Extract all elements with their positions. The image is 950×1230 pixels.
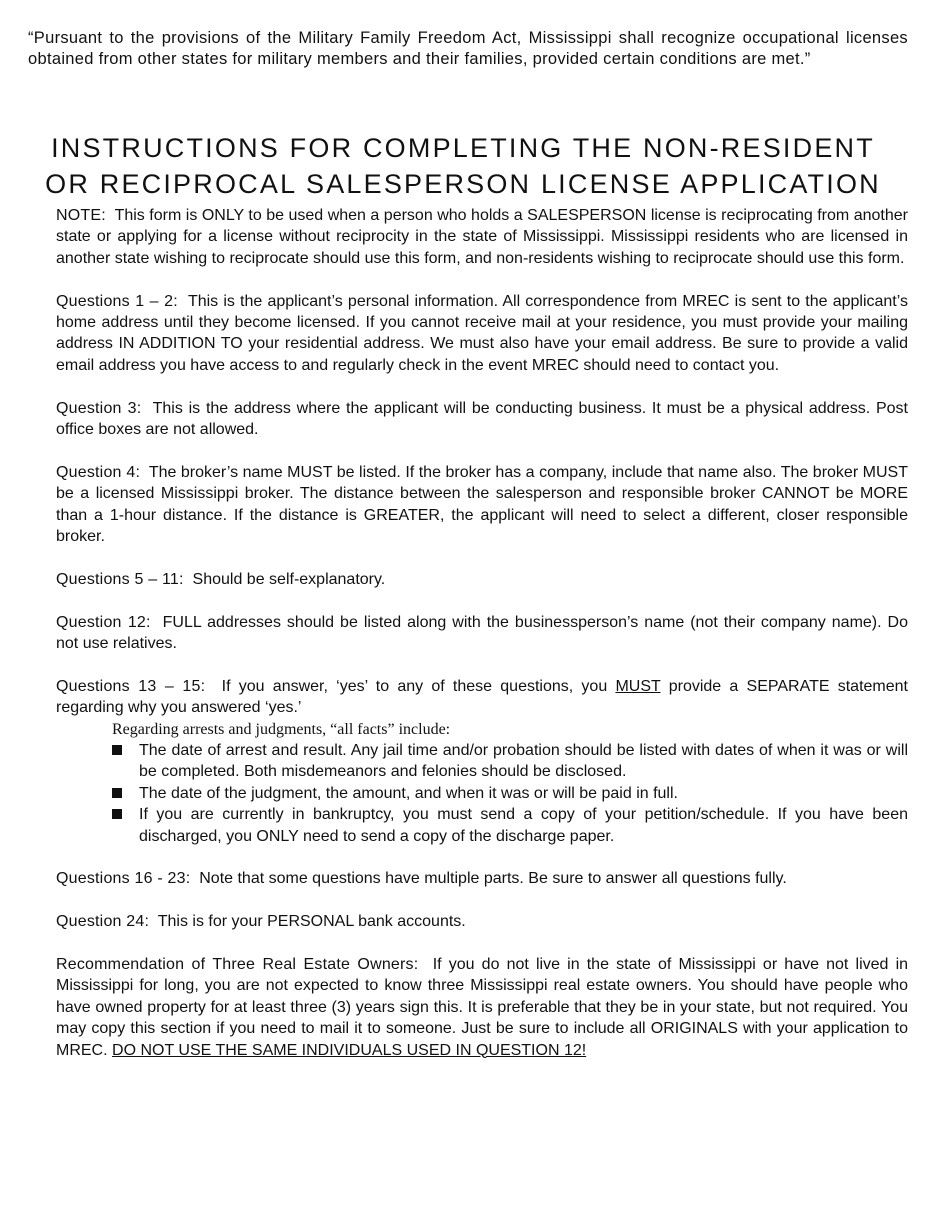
recommendation-text: If you do not live in the state of Mississippi or have not lived in Mississippi for long, you are not expected to know three Mississippi real estate owners. You should have people who have owned property for at least three (3) years sign this. It is preferable that they be in your state, but not required. You may copy this section if you need to mail it to someone. Just be sure to include all ORIGINALS with your application to MREC. xyxy=(56,956,909,1059)
list-item-text: The date of the judgment, the amount, and when it was or will be paid in full. xyxy=(139,784,678,802)
list-item-text: If you are currently in bankruptcy, you must send a copy of your petition/schedule. If you have been discharged, you ONLY need to send a copy of the discharge paper. xyxy=(139,806,908,845)
list-item-text: The date of arrest and result. Any jail time and/or probation should be listed with dates of when it was or will be completed. Both misdemeanors and felonies should be disclosed. xyxy=(139,742,908,781)
title-line-1: INSTRUCTIONS FOR COMPLETING THE NON-RESIDENT xyxy=(51,133,875,164)
question-4-paragraph xyxy=(56,462,908,548)
questions-1-2-lead: Questions 1 – 2: xyxy=(56,292,178,310)
questions-1-2-paragraph xyxy=(56,291,908,377)
recommendation-lead: Recommendation of Three Real Estate Owners: xyxy=(56,956,419,974)
page-title xyxy=(0,130,926,202)
note-paragraph xyxy=(56,205,908,269)
question-24-paragraph xyxy=(56,911,908,932)
square-bullet-icon xyxy=(112,809,122,819)
questions-16-23-text: Note that some questions have multiple parts. Be sure to answer all questions fully. xyxy=(199,870,787,888)
note-lead: NOTE: xyxy=(56,207,106,224)
question-3-lead: Question 3: xyxy=(56,399,142,417)
questions-16-23-lead: Questions 16 - 23: xyxy=(56,870,191,888)
list-item xyxy=(56,804,908,847)
questions-1-2-text: This is the applicant’s personal information. All correspondence from MREC is sent to the applicant’s home address until they become licensed. If you cannot receive mail at your residence, you must provide your mailing address IN ADDITION TO your residential address. We must also have your email address. Be sure to provide a valid email address you have access to and regularly check in the event MREC should need to contact you. xyxy=(56,292,909,374)
recommendation-paragraph xyxy=(56,954,908,1061)
questions-5-11-lead: Questions 5 – 11: xyxy=(56,570,184,588)
question-12-text: FULL addresses should be listed along with the businessperson’s name (not their company name). Do not use relatives. xyxy=(56,613,909,653)
military-act-quote: “Pursuant to the provisions of the Military Family Freedom Act, Mississippi shall recognize occupational licenses obtained from other states for military members and their families, provided certain conditions are met.” xyxy=(28,29,908,68)
square-bullet-icon xyxy=(112,788,122,798)
questions-13-15-text-before: If you answer, ‘yes’ to any of these questions, you xyxy=(221,677,608,695)
question-12-lead: Question 12: xyxy=(56,613,151,631)
instructions-body xyxy=(56,205,908,1083)
question-24-lead: Question 24: xyxy=(56,913,150,931)
questions-16-23-paragraph xyxy=(56,868,908,889)
questions-13-15-paragraph xyxy=(56,676,908,719)
question-4-lead: Question 4: xyxy=(56,463,141,481)
question-3-text: This is the address where the applicant will be conducting business. It must be a physical address. Post office boxes are not allowed. xyxy=(56,399,909,439)
square-bullet-icon xyxy=(112,745,122,755)
questions-13-15-lead: Questions 13 – 15: xyxy=(56,677,206,695)
questions-13-15-text-after: provide a SEPARATE statement regarding why you answered ‘yes.’ xyxy=(56,677,908,717)
questions-5-11-text: Should be self-explanatory. xyxy=(192,570,386,588)
arrests-judgments-intro: Regarding arrests and judgments, “all facts” include: xyxy=(112,720,451,738)
questions-5-11-paragraph xyxy=(56,569,908,590)
all-facts-list xyxy=(56,740,908,847)
question-24-text: This is for your PERSONAL bank accounts. xyxy=(157,913,466,931)
note-text: This form is ONLY to be used when a person who holds a SALESPERSON license is reciprocating from another state or applying for a license without reciprocity in the state of Mississippi. Mississippi residents who are licensed in another state wishing to reciprocate should use this form, and non-residents wishing to reciprocate should use this form. xyxy=(56,207,908,267)
question-3-paragraph xyxy=(56,398,908,441)
list-item xyxy=(56,740,908,783)
questions-13-15-emphasis: MUST xyxy=(615,677,661,695)
question-4-text: The broker’s name MUST be listed. If the broker has a company, include that name also. The broker MUST be a licensed Mississippi broker. The distance between the salesperson and responsible broker CANNOT be MORE than a 1-hour distance. If the distance is GREATER, the applicant will need to select a different, closer responsible broker. xyxy=(56,463,908,546)
question-12-paragraph xyxy=(56,612,908,655)
title-line-2: OR RECIPROCAL SALESPERSON LICENSE APPLICATION xyxy=(45,169,881,200)
recommendation-warning: DO NOT USE THE SAME INDIVIDUALS USED IN QUESTION 12! xyxy=(112,1041,587,1059)
list-item xyxy=(56,783,908,804)
